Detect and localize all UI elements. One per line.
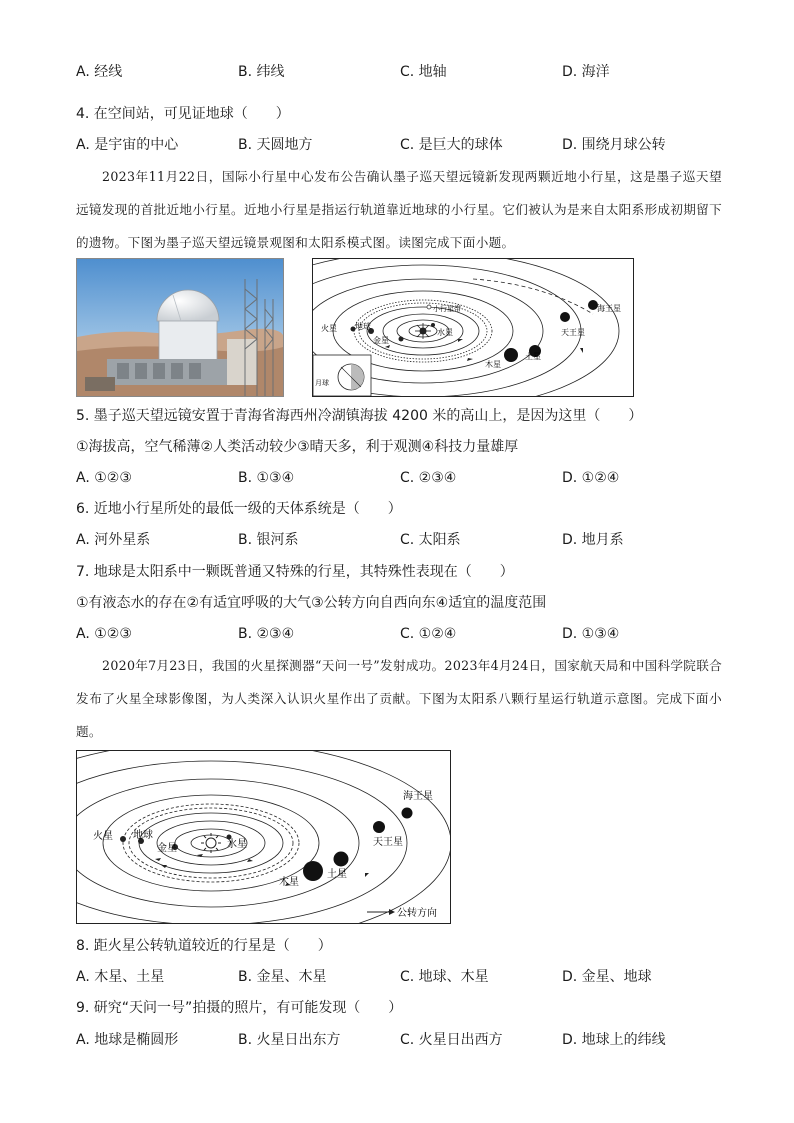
q7-choices: ①有液态水的存在②有适宜呼吸的大气③公转方向自西向东④适宜的温度范围 xyxy=(76,595,547,611)
q4-option-c: C. 是巨大的球体 xyxy=(400,137,503,153)
diagram1-label-neptune: 海王星 xyxy=(597,304,621,313)
solar-system-diagram-2 xyxy=(76,750,451,924)
q6-stem: 6. 近地小行星所处的最低一级的天体系统是（ ） xyxy=(76,501,402,517)
planet-uranus xyxy=(373,821,385,833)
q9-stem: 9. 研究“天问一号”拍摄的照片，有可能发现（ ） xyxy=(76,1000,403,1016)
q5-option-d: D. ①②④ xyxy=(562,470,620,486)
q3-option-a: A. 经线 xyxy=(76,64,123,80)
q8-option-b: B. 金星、木星 xyxy=(238,969,327,985)
diagram1-label-saturn: 土星 xyxy=(525,352,541,361)
q8-option-d: D. 金星、地球 xyxy=(562,969,652,985)
diagram1-label-uranus: 天王星 xyxy=(561,328,585,337)
q6-option-d: D. 地月系 xyxy=(562,532,624,548)
diagram2-label-mars: 火星 xyxy=(93,831,113,842)
q5-choices: ①海拔高，空气稀薄②人类活动较少③晴天多，利于观测④科技力量雄厚 xyxy=(76,439,519,455)
q8-option-c: C. 地球、木星 xyxy=(400,969,489,985)
q8-stem: 8. 距火星公转轨道较近的行星是（ ） xyxy=(76,938,332,954)
q9-option-d: D. 地球上的纬线 xyxy=(562,1032,666,1048)
q9-option-b: B. 火星日出东方 xyxy=(238,1032,341,1048)
diagram2-label-neptune: 海王星 xyxy=(403,791,433,802)
revolution-direction-legend xyxy=(367,906,437,919)
q6-options xyxy=(76,530,736,550)
q3-option-b: B. 纬线 xyxy=(238,64,285,80)
q4-option-a: A. 是宇宙的中心 xyxy=(76,137,179,153)
q7-options xyxy=(76,624,736,644)
diagram1-label-earth: 地球 xyxy=(355,322,371,331)
diagram1-label-venus: 金星 xyxy=(373,336,389,345)
sun-icon xyxy=(415,323,431,339)
q7-option-d: D. ①③④ xyxy=(562,626,620,642)
q4-options xyxy=(76,135,736,155)
diagram1-label-mercury: 水星 xyxy=(437,328,453,337)
legend-label: 公转方向 xyxy=(397,908,437,919)
q6-option-c: C. 太阳系 xyxy=(400,532,461,548)
q7-option-c: C. ①②④ xyxy=(400,626,457,642)
passage-1: 2023年11月22日，国际小行星中心发布公告确认墨子巡天望远镜新发现两颗近地小行星，这是墨子巡天望远镜发现的首批近地小行星。近地小行星是指运行轨道靠近地球的小行星。它们被认为是来自太阳系形成初期留下的遗物。下图为墨子巡天望远镜景观图和太阳系模式图。读图完成下面小题。 xyxy=(76,169,722,250)
telescope-photo xyxy=(76,258,284,397)
q9-options xyxy=(76,1030,736,1050)
diagram1-label-asteroid-belt: 小行星带 xyxy=(433,305,461,313)
planet-uranus xyxy=(560,312,570,322)
q5-options xyxy=(76,468,736,488)
planet-jupiter xyxy=(504,348,518,362)
planet-mars xyxy=(120,836,126,842)
q5-option-c: C. ②③④ xyxy=(400,470,457,486)
planet-venus xyxy=(399,337,404,342)
passage-2: 2020年7月23日，我国的火星探测器“天问一号”发射成功。2023年4月24日，国家航天局和中国科学院联合发布了火星全球影像图，为人类深入认识火星作出了贡献。下图为太阳系八颗行星运行轨道示意图。完成下面小题。 xyxy=(76,658,722,739)
asteroid-marker xyxy=(427,305,431,309)
q6-option-b: B. 银河系 xyxy=(238,532,299,548)
solar-system-diagram-1 xyxy=(312,258,634,397)
q7-option-b: B. ②③④ xyxy=(238,626,295,642)
q8-option-a: A. 木星、土星 xyxy=(76,969,165,985)
diagram2-label-mercury: 水星 xyxy=(227,839,247,850)
planet-mercury xyxy=(431,323,435,327)
diagram1-label-jupiter: 木星 xyxy=(485,360,501,369)
q4-stem: 4. 在空间站，可见证地球（ ） xyxy=(76,106,290,122)
q4-option-d: D. 围绕月球公转 xyxy=(562,137,666,153)
q7-stem: 7. 地球是太阳系中一颗既普通又特殊的行星，其特殊性表现在（ ） xyxy=(76,564,514,580)
q8-options xyxy=(76,967,736,987)
planet-jupiter xyxy=(303,861,323,881)
diagram1-label-mars: 火星 xyxy=(321,324,337,333)
q7-option-a: A. ①②③ xyxy=(76,626,132,642)
diagram1-label-moon: 月球 xyxy=(315,379,329,387)
diagram2-label-uranus: 天王星 xyxy=(373,837,403,848)
planet-neptune xyxy=(402,808,413,819)
q4-option-b: B. 天圆地方 xyxy=(238,137,313,153)
diagram2-label-saturn: 土星 xyxy=(327,869,347,880)
q3-option-c: C. 地轴 xyxy=(400,64,447,80)
q9-option-c: C. 火星日出西方 xyxy=(400,1032,503,1048)
q5-stem: 5. 墨子巡天望远镜安置于青海省海西州冷湖镇海拔 4200 米的高山上，是因为这里（ ） xyxy=(76,408,643,424)
q3-options xyxy=(76,62,736,82)
sun-icon xyxy=(201,833,221,853)
diagram2-label-jupiter: 木星 xyxy=(279,877,299,888)
q5-option-b: B. ①③④ xyxy=(238,470,295,486)
q9-option-a: A. 地球是椭圆形 xyxy=(76,1032,179,1048)
diagram2-label-venus: 金星 xyxy=(157,843,177,854)
diagram2-label-earth: 地球 xyxy=(133,830,153,841)
q3-option-d: D. 海洋 xyxy=(562,64,610,80)
q5-option-a: A. ①②③ xyxy=(76,470,132,486)
planet-saturn xyxy=(334,852,349,867)
q6-option-a: A. 河外星系 xyxy=(76,532,151,548)
